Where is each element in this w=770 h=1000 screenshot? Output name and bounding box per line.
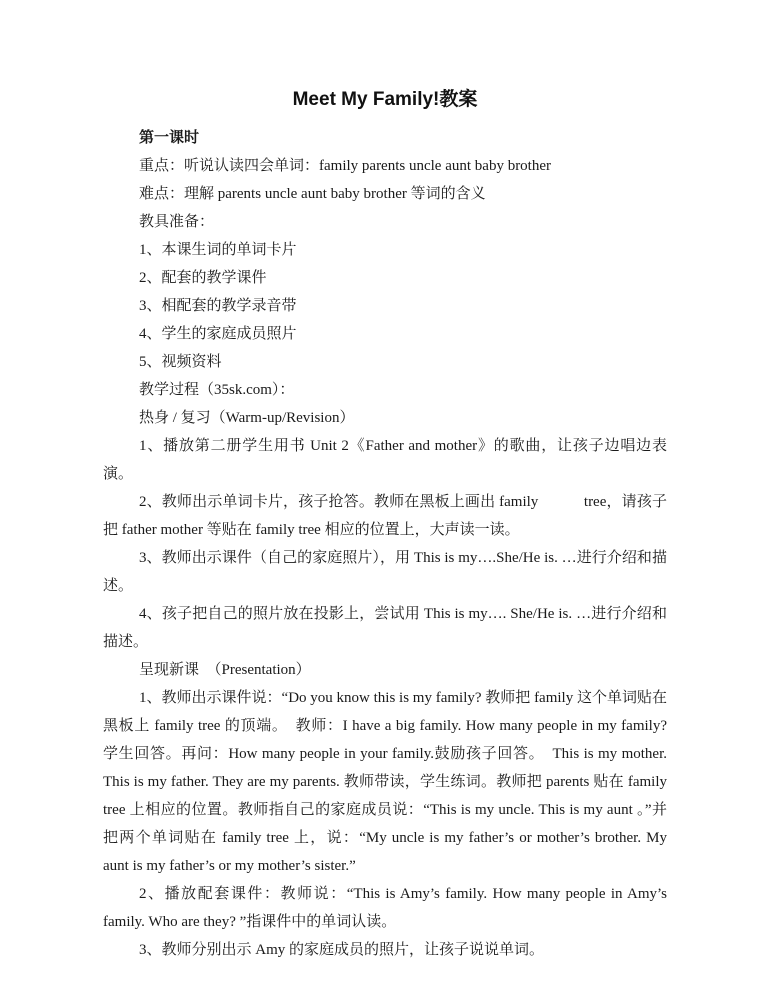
paragraph: 3、相配套的教学录音带	[139, 298, 297, 314]
paragraph: 3、教师分别出示 Amy 的家庭成员的照片，让孩子说说单词。	[139, 942, 545, 958]
paragraph: 教学过程（35sk.com）：	[139, 382, 295, 398]
paragraph: 4、孩子把自己的照片放在投影上，尝试用 This is my…. She/He is. …进行介绍和描述。	[103, 606, 667, 650]
paragraph: 4、学生的家庭成员照片	[139, 326, 297, 342]
paragraph: 2、教师出示单词卡片，孩子抢答。教师在黑板上画出 family tree，请孩子把 father mother 等贴在 family tree 相应的位置上，大声读一读。	[103, 494, 667, 538]
document-title: Meet My Family!教案	[292, 89, 478, 110]
document-body	[103, 124, 667, 964]
paragraph: 3、教师出示课件（自己的家庭照片），用 This is my….She/He is. …进行介绍和描述。	[103, 550, 667, 594]
paragraph: 难点：理解 parents uncle aunt baby brother 等词的含义	[139, 186, 486, 202]
paragraph: 5、视频资料	[139, 354, 222, 370]
paragraph: 1、教师出示课件说：“Do you know this is my family? 教师把 family 这个单词贴在黑板上 family tree 的顶端。 教师：I have a big family. How many people in my family? 学生回答。再问：How many people in your family.鼓励孩子回答。 This is my mother. This is my father. They are my parents. 教师带读，学生练词。教师把 parents 贴在 family tree 上相应的位置。教师指自己的家庭成员说：“This is my uncle. This is my aunt 。”并把两个单词贴在 family tree 上，说：“My uncle is my father’s or mother’s brother. My aunt is my father’s or my mother’s sister.”	[103, 690, 667, 874]
paragraph: 教具准备：	[139, 214, 215, 230]
paragraph: 1、播放第二册学生用书 Unit 2《Father and mother》的歌曲，让孩子边唱边表演。	[103, 438, 667, 482]
paragraph: 呈现新课 （Presentation）	[139, 662, 311, 678]
paragraph: 重点：听说认读四会单词：family parents uncle aunt baby brother	[139, 158, 552, 174]
paragraph: 第一课时	[139, 130, 200, 146]
paragraph: 2、播放配套课件：教师说：“This is Amy’s family. How many people in Amy’s family. Who are they? ”指课件中的单词认读。	[103, 886, 667, 930]
paragraph: 2、配套的教学课件	[139, 270, 267, 286]
paragraph: 热身 / 复习（Warm-up/Revision）	[139, 410, 355, 426]
paragraph: 1、本课生词的单词卡片	[139, 242, 297, 258]
